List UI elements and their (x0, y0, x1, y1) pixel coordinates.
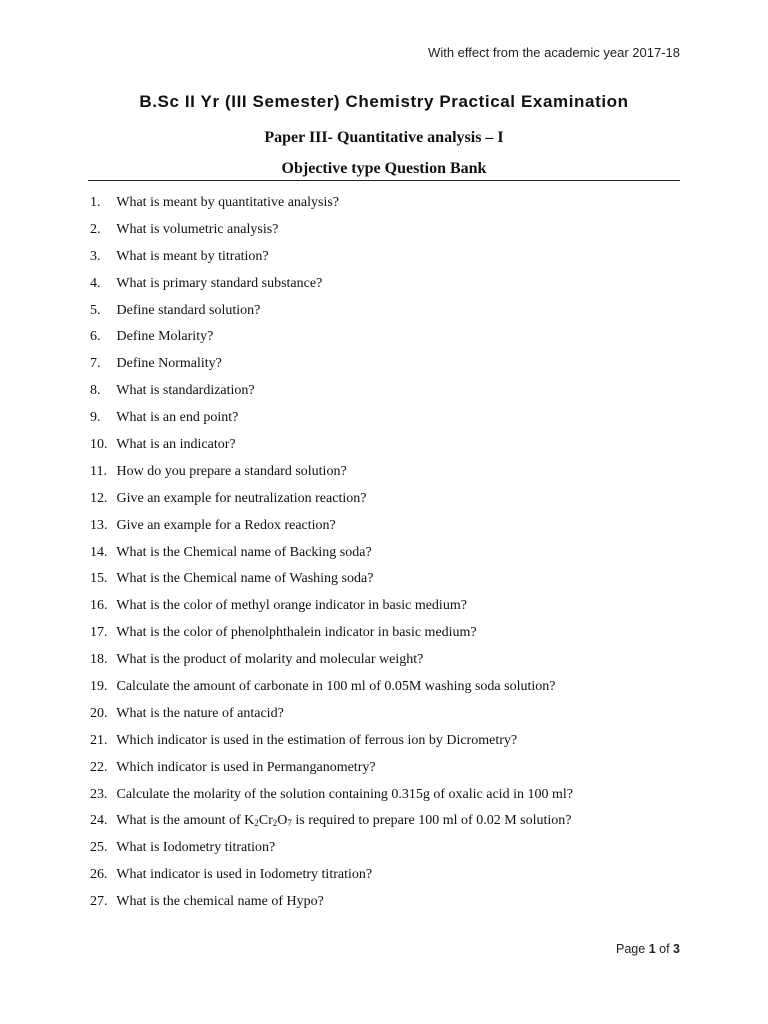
question-item (90, 865, 573, 892)
question-item (90, 247, 573, 274)
question-number: 9. (90, 410, 101, 426)
question-item (90, 193, 573, 220)
question-number: 15. (90, 571, 108, 587)
question-item (90, 408, 573, 435)
question-item (90, 650, 573, 677)
question-text: What is the color of phenolphthalein indicator in basic medium? (116, 625, 477, 641)
question-number: 27. (90, 894, 108, 910)
question-number: 14. (90, 544, 108, 560)
question-text: Give an example for a Redox reaction? (116, 517, 336, 533)
question-text: Define Molarity? (116, 329, 214, 345)
question-number: 16. (90, 598, 108, 614)
question-text: What is the chemical name of Hypo? (116, 894, 324, 910)
question-text: What is the product of molarity and molecular weight? (116, 652, 424, 668)
question-text: What is the nature of antacid? (116, 705, 284, 721)
question-text: What is volumetric analysis? (116, 221, 279, 237)
question-number: 13. (90, 517, 108, 533)
question-number: 23. (90, 786, 108, 802)
question-number: 17. (90, 625, 108, 641)
question-text: What is an end point? (116, 410, 239, 426)
question-text: Define Normality? (116, 356, 222, 372)
document-title: B.Sc II Yr (III Semester) Chemistry Practical Examination (139, 92, 629, 111)
question-item (90, 785, 573, 812)
question-number: 6. (90, 329, 101, 345)
question-item (90, 489, 573, 516)
question-number: 22. (90, 759, 108, 775)
question-number: 11. (90, 463, 107, 479)
question-text: What is meant by titration? (116, 248, 269, 264)
question-item (90, 596, 573, 623)
question-number: 18. (90, 652, 108, 668)
question-item (90, 516, 573, 543)
question-item (90, 811, 573, 838)
question-item (90, 704, 573, 731)
question-item (90, 274, 573, 301)
question-text: What is Iodometry titration? (116, 840, 276, 856)
question-item (90, 677, 573, 704)
question-bank-heading: Objective type Question Bank (281, 160, 487, 177)
question-text: How do you prepare a standard solution? (116, 463, 347, 479)
question-item (90, 731, 573, 758)
question-text: What is the amount of $K_2Cr_2O_7$ is required to prepare 100 ml of 0.02 M solution? (116, 813, 572, 829)
question-text: What is an indicator? (116, 437, 236, 453)
question-item (90, 354, 573, 381)
question-number: 20. (90, 705, 108, 721)
question-item (90, 543, 573, 570)
question-number: 1. (90, 195, 101, 210)
heading-divider (88, 180, 680, 181)
question-number: 12. (90, 490, 108, 506)
page-label: Page (616, 942, 646, 956)
question-text: Which indicator is used in Permanganometry? (116, 759, 376, 775)
question-item (90, 327, 573, 354)
paper-subtitle: Paper III- Quantitative analysis – I (264, 129, 504, 146)
page-number: 1 (648, 942, 656, 956)
question-text: What is primary standard substance? (116, 275, 323, 291)
of-label: of (659, 942, 670, 956)
question-text: Define standard solution? (116, 302, 261, 318)
question-item (90, 220, 573, 247)
question-item (90, 623, 573, 650)
page-indicator (616, 942, 680, 956)
question-number: 7. (90, 356, 101, 372)
question-text: Give an example for neutralization reaction? (116, 490, 367, 506)
question-text: Which indicator is used in the estimation of ferrous ion by Dicrometry? (116, 732, 518, 748)
question-list (90, 193, 573, 919)
question-number: 8. (90, 383, 101, 399)
question-text: What indicator is used in Iodometry titration? (116, 867, 373, 883)
chemical-formula: $K_2Cr_2O_7$ (244, 813, 292, 829)
question-text: What is standardization? (116, 383, 255, 399)
question-item (90, 758, 573, 785)
question-text: What is the color of methyl orange indicator in basic medium? (116, 598, 467, 614)
question-item (90, 838, 573, 865)
question-number: 25. (90, 840, 108, 856)
question-item (90, 381, 573, 408)
question-number: 19. (90, 679, 108, 695)
question-text: Calculate the molarity of the solution containing 0.315g of oxalic acid in 100 ml? (116, 786, 573, 802)
question-number: 24. (90, 813, 108, 829)
page-total: 3 (673, 942, 680, 956)
question-number: 3. (90, 248, 101, 264)
question-item (90, 435, 573, 462)
question-item (90, 569, 573, 596)
question-text: What is meant by quantitative analysis? (116, 195, 340, 210)
question-number: 21. (90, 732, 108, 748)
academic-year-note: With effect from the academic year 2017-18 (428, 45, 680, 60)
question-text: What is the Chemical name of Backing soda? (116, 544, 372, 560)
question-item (90, 462, 573, 489)
question-text: Calculate the amount of carbonate in 100 ml of 0.05M washing soda solution? (116, 679, 556, 695)
question-number: 4. (90, 275, 101, 291)
question-number: 26. (90, 867, 108, 883)
question-number: 2. (90, 221, 101, 237)
question-number: 10. (90, 437, 108, 453)
question-text: What is the Chemical name of Washing soda? (116, 571, 374, 587)
question-number: 5. (90, 302, 101, 318)
question-item (90, 892, 573, 919)
question-item (90, 301, 573, 328)
